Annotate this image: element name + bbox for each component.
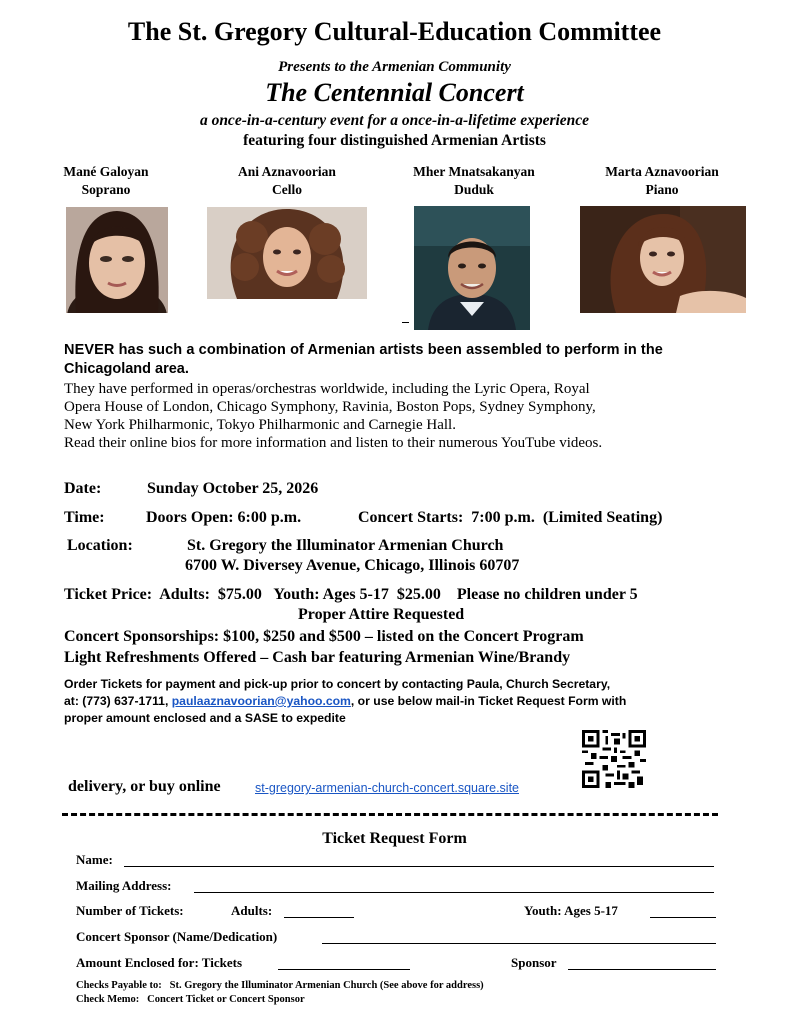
qr-code-graphic	[581, 730, 647, 788]
location-line-2: 6700 W. Diversey Avenue, Chicago, Illinois 60707	[185, 557, 520, 574]
artist-3-name: Mher Mnatsakanyan Duduk	[413, 164, 535, 197]
intro-headline-2: Chicagoland area.	[64, 361, 189, 377]
intro-body-2: Opera House of London, Chicago Symphony, Ravinia, Boston Pops, Sydney Symphony,	[64, 399, 596, 415]
concert-starts: Concert Starts: 7:00 p.m. (Limited Seating)	[358, 509, 663, 526]
artist-1-photo	[66, 207, 168, 313]
checks-label: Checks Payable to:	[76, 980, 162, 991]
intro-body-4: Read their online bios for more information and listen to their numerous YouTube videos.	[64, 435, 603, 451]
artist-4-photo	[580, 206, 746, 313]
email-link[interactable]: paulaaznavoorian@yahoo.com	[171, 694, 351, 708]
concert-title: The Centennial Concert	[265, 78, 524, 107]
doors-open: Doors Open: 6:00 p.m.	[146, 509, 302, 526]
order-line-1: Order Tickets for payment and pick-up prior to concert by contacting Paula, Church Secretary,	[64, 677, 611, 691]
sponsorships: Concert Sponsorships: $100, $250 and $500 – listed on the Concert Program	[64, 628, 584, 645]
youth-field[interactable]	[650, 917, 716, 918]
sponsor-amount-label: Sponsor	[511, 955, 557, 970]
artist-2-name: Ani Aznavoorian Cello	[238, 164, 336, 197]
checks-value: St. Gregory the Illuminator Armenian Church (See above for address)	[169, 980, 484, 991]
mailing-label: Mailing Address:	[76, 878, 172, 893]
name-label: Name:	[76, 852, 113, 867]
name-field[interactable]	[124, 866, 714, 867]
amount-sponsor-field[interactable]	[568, 969, 716, 970]
tickets-label: Number of Tickets:	[76, 903, 184, 918]
memo-label: Check Memo:	[76, 994, 140, 1005]
presents-line: Presents to the Armenian Community	[278, 59, 511, 75]
checks-payable	[76, 979, 484, 993]
order-line-3: proper amount enclosed and a SASE to expedite	[64, 711, 346, 725]
tagline: a once-in-a-century event for a once-in-a-lifetime experience	[199, 112, 590, 129]
order-phone: at: (773) 637-1711,	[64, 694, 172, 708]
ticket-price: Ticket Price: Adults: $75.00 Youth: Ages 5-17 $25.00 Please no children under 5	[64, 586, 638, 603]
amount-tickets-field[interactable]	[278, 969, 410, 970]
youth-label: Youth: Ages 5-17	[524, 903, 618, 918]
sponsor-name-field[interactable]	[322, 943, 716, 944]
org-title: The St. Gregory Cultural-Education Committee	[127, 17, 662, 46]
artist-2-photo	[207, 207, 367, 299]
delivery-text: delivery, or buy online	[68, 778, 221, 795]
location-line-1: St. Gregory the Illuminator Armenian Church	[187, 537, 504, 554]
cut-line-divider	[62, 813, 718, 816]
time-label: Time:	[64, 509, 105, 526]
check-memo	[76, 993, 305, 1007]
amount-label: Amount Enclosed for: Tickets	[76, 955, 242, 970]
artist-3-photo	[414, 206, 530, 330]
adults-label: Adults:	[231, 903, 273, 918]
date-label: Date:	[64, 480, 102, 497]
memo-value: Concert Ticket or Concert Sponsor	[147, 994, 305, 1005]
order-line-2-rest: , or use below mail-in Ticket Request Form with	[350, 694, 627, 708]
refreshments: Light Refreshments Offered – Cash bar featuring Armenian Wine/Brandy	[64, 649, 571, 666]
location-label: Location:	[67, 537, 133, 554]
form-title: Ticket Request Form	[322, 830, 467, 847]
artist-1-name: Mané Galoyan Soprano	[63, 164, 149, 197]
sponsor-name-label: Concert Sponsor (Name/Dedication)	[76, 929, 278, 944]
featuring-line: featuring four distinguished Armenian Artists	[243, 132, 546, 149]
artist-4-name: Marta Aznavoorian Piano	[605, 164, 719, 197]
order-line-2	[64, 693, 626, 710]
intro-body-3: New York Philharmonic, Tokyo Philharmonic and Carnegie Hall.	[64, 417, 456, 433]
adults-field[interactable]	[284, 917, 354, 918]
photo-caption-mark	[402, 322, 409, 323]
qr-code[interactable]	[581, 730, 647, 788]
mailing-address-field[interactable]	[194, 892, 714, 893]
date-value: Sunday October 25, 2026	[147, 480, 319, 497]
attire-note: Proper Attire Requested	[298, 606, 465, 623]
intro-body-1: They have performed in operas/orchestras worldwide, including the Lyric Opera, Royal	[64, 381, 590, 397]
online-order-link[interactable]: st-gregory-armenian-church-concert.square.site	[255, 781, 519, 795]
intro-headline-1: NEVER has such a combination of Armenian artists been assembled to perform in the	[64, 342, 663, 358]
